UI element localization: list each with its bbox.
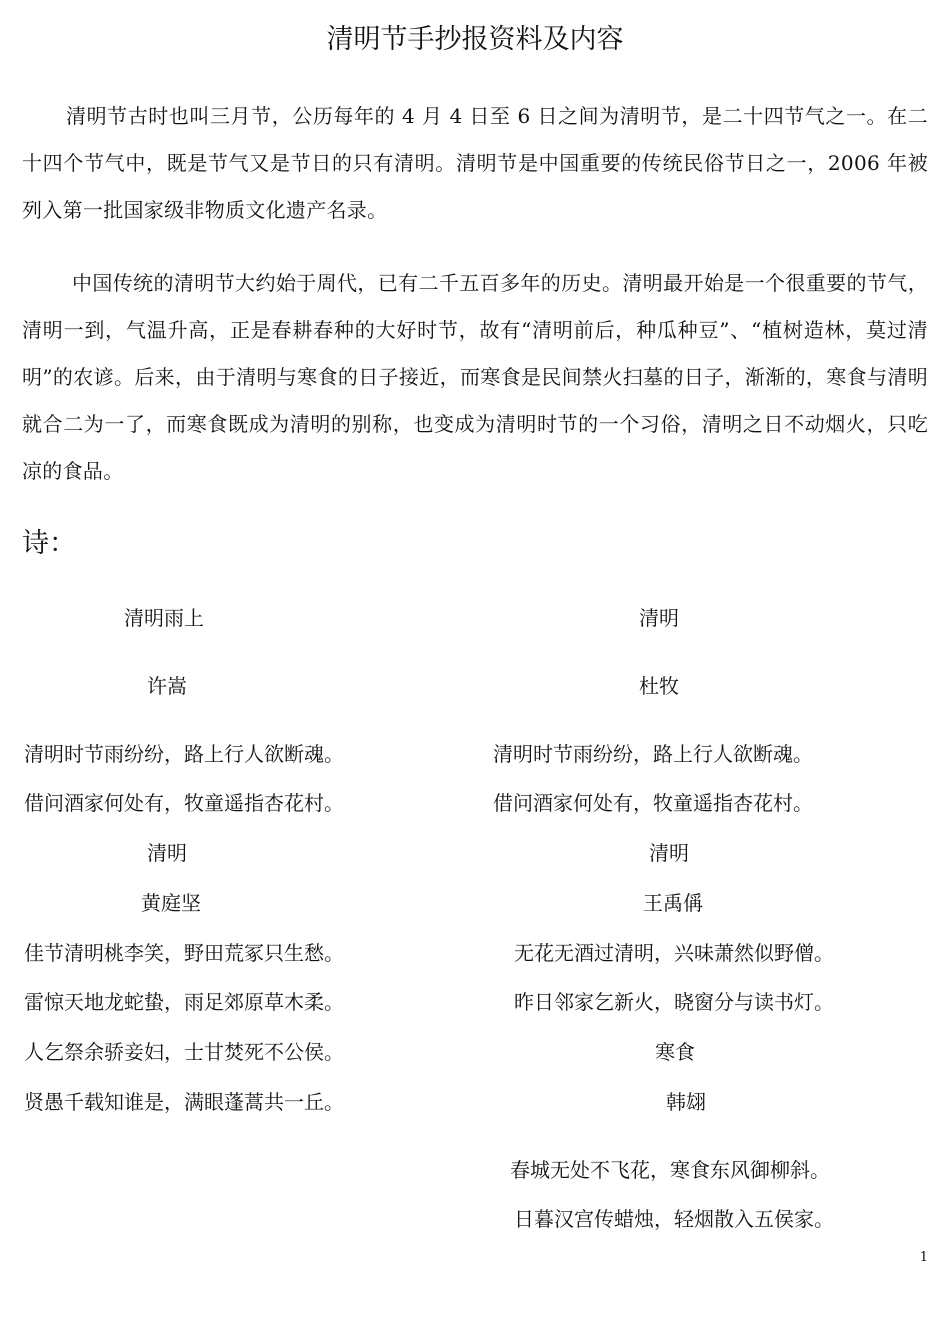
poem-line: 借问酒家何处有，牧童遥指杏花村。: [493, 791, 813, 815]
poem-author: 许嵩: [147, 674, 187, 698]
poem-title: 清明: [147, 841, 187, 865]
poems-section-label: 诗：: [22, 528, 76, 559]
poem-title: 清明: [649, 841, 689, 865]
poem-line: 贤愚千载知谁是，满眼蓬蒿共一丘。: [24, 1090, 344, 1114]
poem-line: 无花无酒过清明，兴味萧然似野僧。: [514, 941, 834, 965]
poem-line: 人乞祭余骄妾妇，士甘焚死不公侯。: [24, 1040, 344, 1064]
poem-title: 清明: [639, 606, 679, 630]
page-title: 清明节手抄报资料及内容: [326, 24, 624, 55]
poem-line: 昨日邻家乞新火，晓窗分与读书灯。: [514, 990, 834, 1014]
history-paragraph: 中国传统的清明节大约始于周代，已有二千五百多年的历史。清明最开始是一个很重要的节气，清明一到，气温升高，正是春耕春种的大好时节，故有“清明前后，种瓜种豆”、“植树造林，莫过清明”的农谚。后来，由于清明与寒食的日子接近，而寒食是民间禁火扫墓的日子，渐渐的，寒食与清明就合二为一了，而寒食既成为清明的别称，也变成为清明时节的一个习俗，清明之日不动烟火，只吃凉的食品。: [22, 271, 928, 483]
poem-line: 清明时节雨纷纷，路上行人欲断魂。: [24, 742, 344, 766]
poem-author: 韩翃: [666, 1090, 706, 1114]
poem-line: 清明时节雨纷纷，路上行人欲断魂。: [493, 742, 813, 766]
page-number: 1: [919, 1250, 928, 1265]
poem-author: 黄庭坚: [141, 891, 201, 915]
poem-line: 借问酒家何处有，牧童遥指杏花村。: [24, 791, 344, 815]
poem-author: 杜牧: [639, 674, 679, 698]
poem-line: 佳节清明桃李笑，野田荒冢只生愁。: [24, 941, 344, 965]
poem-title: 清明雨上: [124, 606, 204, 630]
poem-line: 春城无处不飞花，寒食东风御柳斜。: [510, 1158, 830, 1182]
intro-paragraph: 清明节古时也叫三月节，公历每年的 4 月 4 日至 6 日之间为清明节，是二十四节气之一。在二十四个节气中，既是节气又是节日的只有清明。清明节是中国重要的传统民俗节日之一，2006 年被列入第一批国家级非物质文化遗产名录。: [22, 104, 928, 222]
poem-line: 日暮汉宫传蜡烛，轻烟散入五侯家。: [514, 1207, 834, 1231]
poem-title: 寒食: [655, 1040, 695, 1064]
poem-line: 雷惊天地龙蛇蛰，雨足郊原草木柔。: [24, 990, 344, 1014]
poem-author: 王禹偁: [643, 891, 703, 915]
